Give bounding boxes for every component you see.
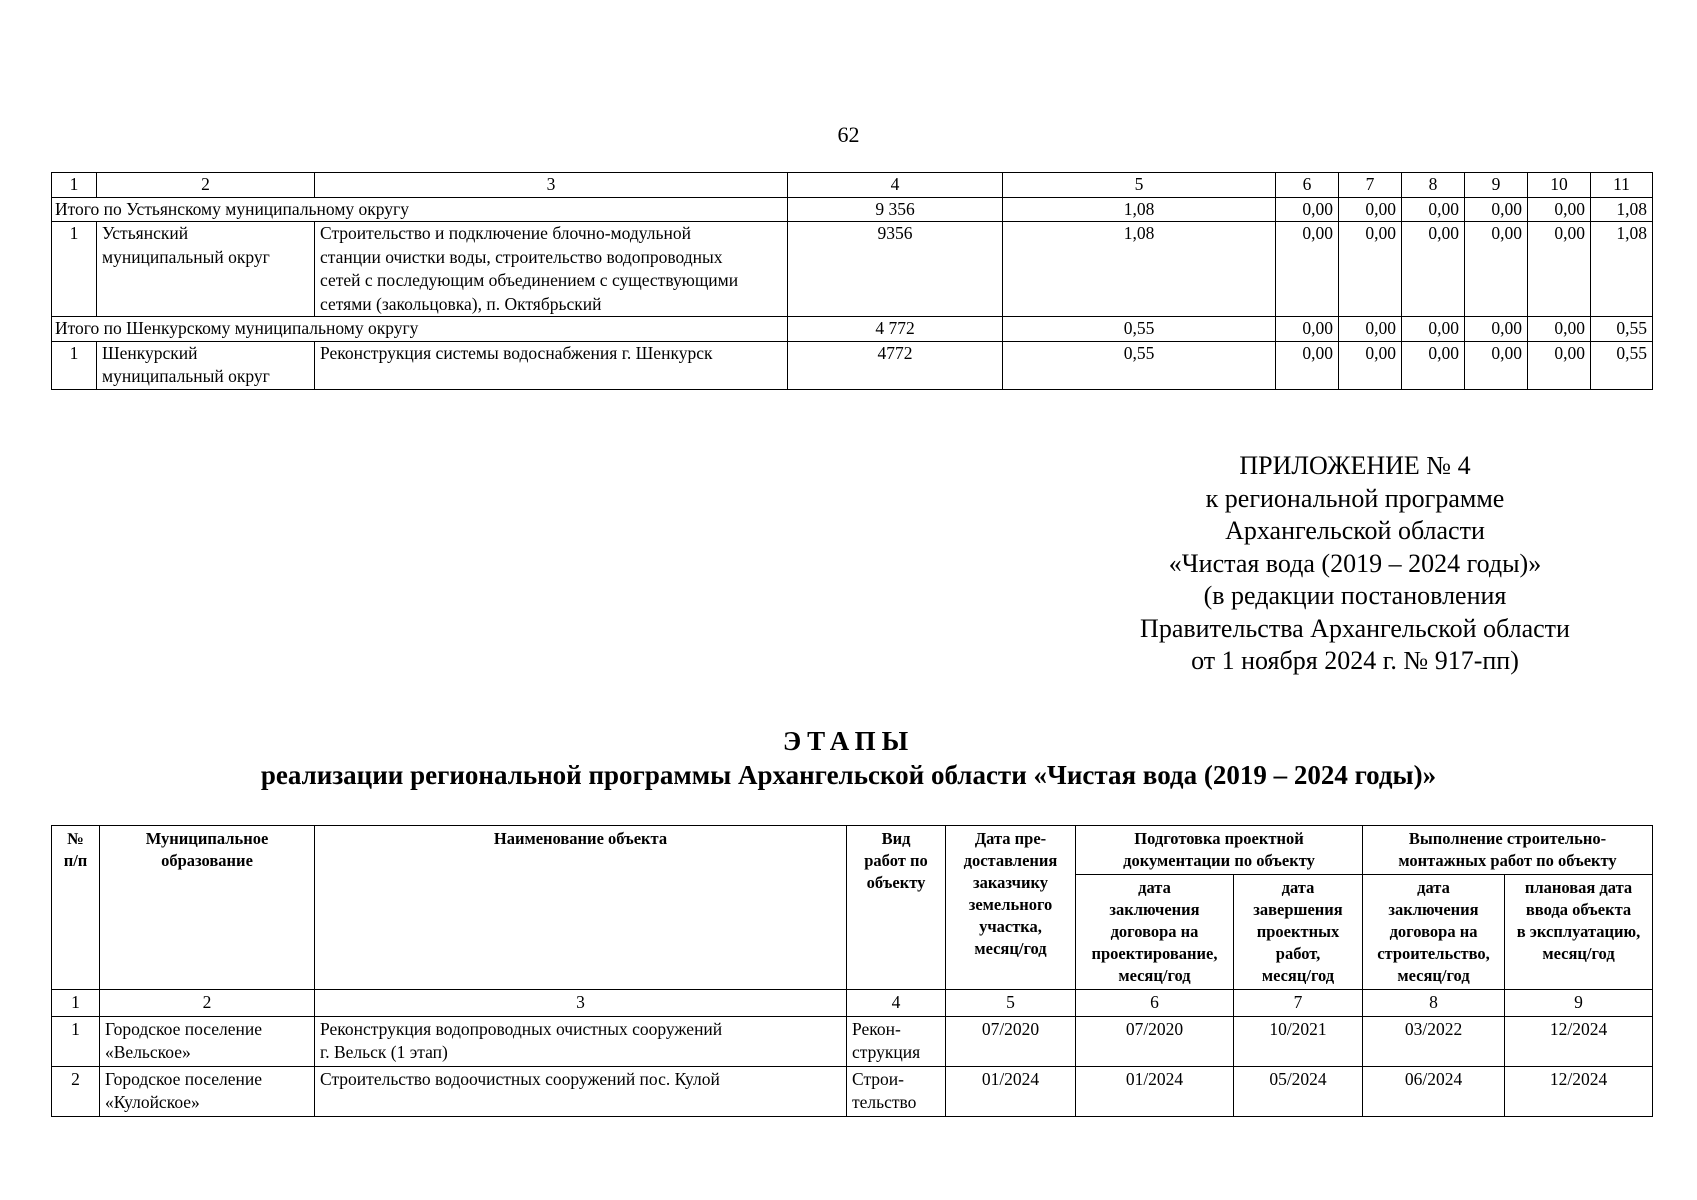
- object-cell: Реконструкция системы водоснабжения г. Шенкурск: [315, 341, 788, 389]
- cell-value: 0,00: [1528, 197, 1591, 222]
- col-number: 1: [52, 173, 97, 198]
- header-construction-contract: дата заключения договора на строительство, месяц/год: [1363, 875, 1505, 990]
- design-end-cell: 05/2024: [1234, 1066, 1363, 1116]
- row-number: 1: [52, 1016, 100, 1066]
- col-number: 9: [1505, 990, 1653, 1017]
- table-row: [52, 341, 1653, 389]
- col-number: 11: [1591, 173, 1653, 198]
- appendix-line: Архангельской области: [1225, 516, 1485, 545]
- row-number: 1: [52, 222, 97, 317]
- page-number: 62: [837, 122, 860, 147]
- commissioning-cell: 12/2024: [1505, 1066, 1653, 1116]
- cell-value: 0,00: [1339, 341, 1402, 389]
- column-number-row: [52, 990, 1653, 1017]
- total-label: Итого по Устьянскому муниципальному округу: [52, 197, 788, 222]
- col-number: 9: [1465, 173, 1528, 198]
- design-contract-cell: 01/2024: [1076, 1066, 1234, 1116]
- appendix-line: к региональной программе: [1205, 483, 1505, 513]
- total-label: Итого по Шенкурскому муниципальному округу: [52, 317, 788, 342]
- cell-value: 0,55: [1591, 341, 1653, 389]
- header-work-type: Вид работ по объекту: [847, 826, 946, 990]
- col-number: 4: [847, 990, 946, 1017]
- stages-title: ЭТАПЫ: [782, 726, 915, 756]
- col-number: 8: [1402, 173, 1465, 198]
- table-row: [52, 1016, 1653, 1066]
- cell-value: 0,00: [1528, 341, 1591, 389]
- header-design-group: Подготовка проектной документации по объекту: [1076, 826, 1363, 875]
- col-number: 3: [315, 990, 847, 1017]
- header-commissioning: плановая дата ввода объекта в эксплуатацию, месяц/год: [1505, 875, 1653, 990]
- col-number: 5: [1003, 173, 1276, 198]
- cell-value: 0,00: [1276, 197, 1339, 222]
- design-contract-cell: 07/2020: [1076, 1016, 1234, 1066]
- cell-value: 0,00: [1402, 197, 1465, 222]
- col-number: 10: [1528, 173, 1591, 198]
- header-municipality: Муниципальное образование: [100, 826, 315, 990]
- row-number: 2: [52, 1066, 100, 1116]
- col-number: 1: [52, 990, 100, 1017]
- commissioning-cell: 12/2024: [1505, 1016, 1653, 1066]
- object-cell: Реконструкция водопроводных очистных сооружений г. Вельск (1 этап): [315, 1016, 847, 1066]
- appendix-line: (в редакции постановления: [1203, 581, 1507, 610]
- header-design-contract: дата заключения договора на проектирование, месяц/год: [1076, 875, 1234, 990]
- col-number: 8: [1363, 990, 1505, 1017]
- col-number: 2: [97, 173, 315, 198]
- land-date-cell: 01/2024: [946, 1066, 1076, 1116]
- appendix-line: «Чистая вода (2019 – 2024 годы)»: [1168, 548, 1542, 578]
- cell-value: 0,00: [1402, 317, 1465, 342]
- appendix-block: [1080, 450, 1630, 678]
- col-number: 5: [946, 990, 1076, 1017]
- cell-value: 0,00: [1465, 222, 1528, 317]
- header-construction-group: Выполнение строительно- монтажных работ по объекту: [1363, 826, 1653, 875]
- total-row: [52, 317, 1653, 342]
- cell-value: 0,00: [1276, 341, 1339, 389]
- cell-value: 0,55: [1003, 341, 1276, 389]
- header-land-date: Дата пре- доставления заказчику земельного участка, месяц/год: [946, 826, 1076, 990]
- cell-value: 0,00: [1339, 197, 1402, 222]
- cell-value: 0,00: [1402, 222, 1465, 317]
- cell-value: 0,00: [1339, 317, 1402, 342]
- table-header-row: [52, 826, 1653, 875]
- col-number: 6: [1076, 990, 1234, 1017]
- table-row: [52, 222, 1653, 317]
- appendix-line: ПРИЛОЖЕНИЕ № 4: [1239, 451, 1471, 480]
- total-row: [52, 197, 1653, 222]
- funding-table: [51, 172, 1653, 390]
- header-design-end: дата завершения проектных работ, месяц/год: [1234, 875, 1363, 990]
- stages-table: [51, 825, 1653, 1117]
- table-header-row: [52, 173, 1653, 198]
- cell-value: 9356: [788, 222, 1003, 317]
- col-number: 6: [1276, 173, 1339, 198]
- work-type-cell: Строи- тельство: [847, 1066, 946, 1116]
- cell-value: 1,08: [1003, 197, 1276, 222]
- cell-value: 1,08: [1591, 197, 1653, 222]
- cell-value: 0,00: [1402, 341, 1465, 389]
- col-number: 7: [1234, 990, 1363, 1017]
- design-end-cell: 10/2021: [1234, 1016, 1363, 1066]
- object-cell: Строительство и подключение блочно-модульной станции очистки воды, строительство водопроводных сетей с последующим объединением с существующими сетями (закольцовка), п. Октябрьский: [315, 222, 788, 317]
- municipality-cell: Городское поселение «Кулойское»: [100, 1066, 315, 1116]
- cell-value: 1,08: [1003, 222, 1276, 317]
- appendix-line: Правительства Архангельской области: [1140, 613, 1570, 643]
- municipality-cell: Городское поселение «Вельское»: [100, 1016, 315, 1066]
- col-number: 2: [100, 990, 315, 1017]
- cell-value: 0,00: [1339, 222, 1402, 317]
- land-date-cell: 07/2020: [946, 1016, 1076, 1066]
- object-cell: Строительство водоочистных сооружений пос. Кулой: [315, 1066, 847, 1116]
- header-object: Наименование объекта: [315, 826, 847, 990]
- header-number: № п/п: [52, 826, 100, 990]
- stages-subtitle: реализации региональной программы Архангельской области «Чистая вода (2019 – 2024 годы)»: [260, 760, 1437, 790]
- cell-value: 0,00: [1276, 317, 1339, 342]
- cell-value: 0,00: [1465, 317, 1528, 342]
- col-number: 3: [315, 173, 788, 198]
- cell-value: 4 772: [788, 317, 1003, 342]
- col-number: 7: [1339, 173, 1402, 198]
- row-number: 1: [52, 341, 97, 389]
- table-row: [52, 1066, 1653, 1116]
- cell-value: 0,00: [1465, 197, 1528, 222]
- municipality-cell: Устьянский муниципальный округ: [97, 222, 315, 317]
- col-number: 4: [788, 173, 1003, 198]
- appendix-line: от 1 ноября 2024 г. № 917-пп): [1191, 646, 1519, 675]
- cell-value: 0,00: [1528, 317, 1591, 342]
- cell-value: 1,08: [1591, 222, 1653, 317]
- municipality-cell: Шенкурский муниципальный округ: [97, 341, 315, 389]
- cell-value: 0,00: [1276, 222, 1339, 317]
- work-type-cell: Рекон- струкция: [847, 1016, 946, 1066]
- cell-value: 0,00: [1528, 222, 1591, 317]
- cell-value: 0,55: [1003, 317, 1276, 342]
- construction-contract-cell: 03/2022: [1363, 1016, 1505, 1066]
- cell-value: 9 356: [788, 197, 1003, 222]
- cell-value: 0,55: [1591, 317, 1653, 342]
- cell-value: 0,00: [1465, 341, 1528, 389]
- cell-value: 4772: [788, 341, 1003, 389]
- construction-contract-cell: 06/2024: [1363, 1066, 1505, 1116]
